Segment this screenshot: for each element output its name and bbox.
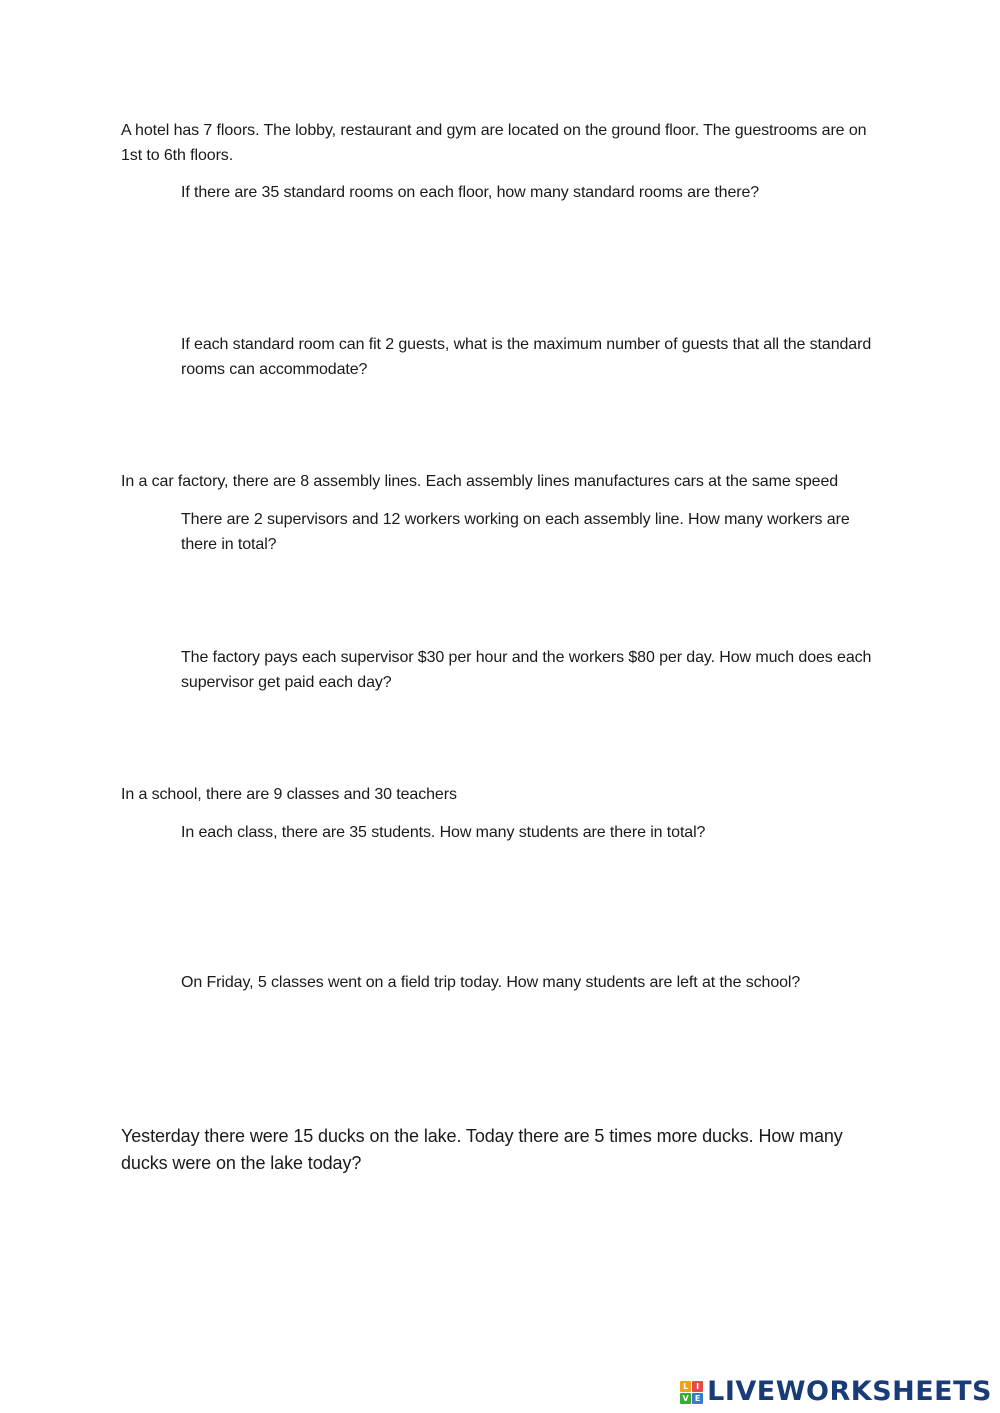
- school-question-2: On Friday, 5 classes went on a field trip today. How many students are left at the school?: [181, 974, 801, 991]
- liveworksheets-wordmark: LIVEWORKSHEETS: [707, 1376, 992, 1407]
- logo-letter-i: I: [692, 1381, 703, 1392]
- hotel-intro: A hotel has 7 floors. The lobby, restaurant and gym are located on the ground floor. The guestrooms are on 1st to 6th floors.: [121, 122, 867, 164]
- hotel-question-2: If each standard room can fit 2 guests, what is the maximum number of guests that all the standard rooms can accommodate?: [181, 336, 872, 378]
- factory-question-1: There are 2 supervisors and 12 workers working on each assembly line. How many workers are there in total?: [181, 511, 850, 553]
- hotel-question-1: If there are 35 standard rooms on each floor, how many standard rooms are there?: [181, 184, 760, 201]
- liveworksheets-brand: [680, 1377, 992, 1407]
- liveworksheets-logo-icon: [680, 1381, 703, 1404]
- school-question-1: In each class, there are 35 students. How many students are there in total?: [181, 824, 706, 841]
- logo-letter-l: L: [680, 1381, 691, 1392]
- factory-intro: In a car factory, there are 8 assembly lines. Each assembly lines manufactures cars at the same speed: [121, 473, 839, 490]
- ducks-question: Yesterday there were 15 ducks on the lake. Today there are 5 times more ducks. How many ducks were on the lake today?: [121, 1126, 843, 1173]
- logo-letter-v: V: [680, 1393, 691, 1404]
- logo-letter-e: E: [692, 1393, 703, 1404]
- school-intro: In a school, there are 9 classes and 30 teachers: [121, 786, 457, 803]
- factory-question-2: The factory pays each supervisor $30 per hour and the workers $80 per day. How much does each supervisor get paid each day?: [181, 649, 872, 691]
